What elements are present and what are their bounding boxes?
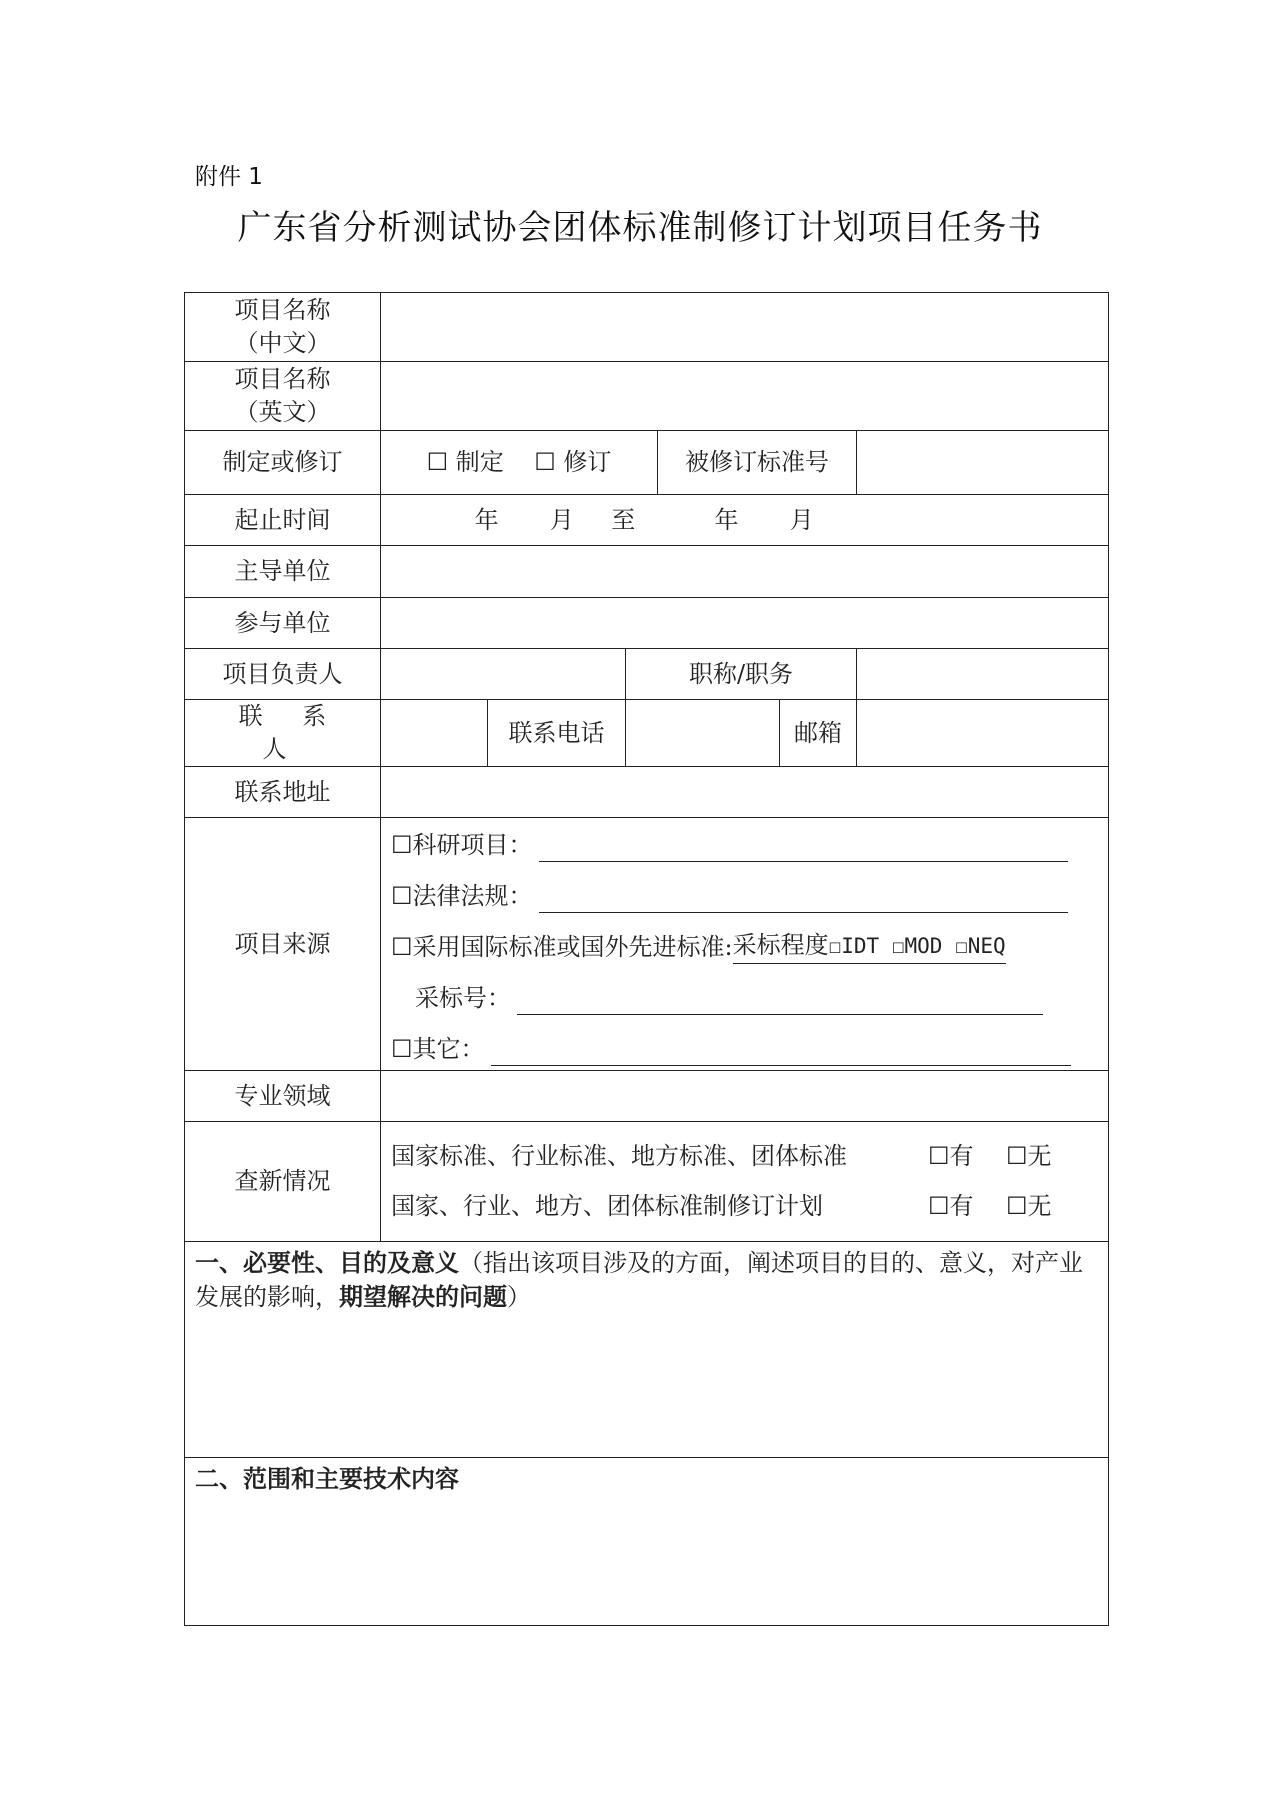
- source-research-input[interactable]: [539, 835, 1068, 862]
- degree-mod-label: MOD: [904, 934, 943, 958]
- source-research-line: [391, 818, 1098, 862]
- revised-no-label: 被修订标准号: [658, 431, 857, 495]
- source-adopt-line: [391, 964, 1098, 1015]
- address-label: 联系地址: [185, 767, 381, 818]
- row-section-1: [185, 1242, 1109, 1458]
- source-adopt-label: 采标号：: [415, 984, 511, 1012]
- degree-idt-label: IDT: [841, 934, 880, 958]
- degree-mod-checkbox[interactable]: ☐: [891, 934, 905, 958]
- lead-unit-label: 主导单位: [185, 546, 381, 598]
- novelty-row-2: [391, 1182, 1098, 1232]
- degree-neq-checkbox[interactable]: ☐: [955, 934, 968, 958]
- source-law-input[interactable]: [539, 886, 1068, 913]
- email-field[interactable]: [857, 700, 1109, 767]
- row-leader: [185, 649, 1109, 700]
- type-label: 制定或修订: [185, 431, 381, 495]
- section-2-heading: 二、范围和主要技术内容: [195, 1464, 459, 1493]
- novelty-row-1-no-checkbox[interactable]: ☐: [1006, 1142, 1028, 1170]
- period-month-start: 月: [549, 505, 574, 534]
- novelty-row-1-no-label: 无: [1027, 1142, 1052, 1170]
- period-year-start: 年: [474, 505, 499, 534]
- period-label: 起止时间: [185, 495, 381, 546]
- revised-no-field[interactable]: [857, 431, 1109, 495]
- period-year-end: 年: [714, 505, 739, 534]
- row-address: [185, 767, 1109, 818]
- section-2-cell[interactable]: [185, 1458, 1109, 1626]
- period-month-end: 月: [789, 505, 814, 534]
- row-field: [185, 1071, 1109, 1122]
- source-other-checkbox[interactable]: ☐: [391, 1035, 413, 1063]
- novelty-label: 查新情况: [185, 1122, 381, 1242]
- row-contact: [185, 700, 1109, 767]
- row-section-2: [185, 1458, 1109, 1626]
- contact-label: 联 系 人: [185, 700, 381, 767]
- row-source: [185, 818, 1109, 1071]
- participant-field[interactable]: [381, 598, 1109, 649]
- section-1-problem: 期望解决的问题: [339, 1282, 507, 1311]
- type-formulate-label: 制定: [455, 448, 504, 476]
- source-law-label: 法律法规：: [412, 882, 533, 910]
- phone-label: 联系电话: [488, 700, 626, 767]
- source-other-label: 其它：: [412, 1035, 485, 1063]
- name-en-field[interactable]: [381, 362, 1109, 431]
- source-degree-label: 采标程度: [732, 931, 829, 959]
- source-research-checkbox[interactable]: ☐: [391, 831, 413, 859]
- row-period: [185, 495, 1109, 546]
- leader-label: 项目负责人: [185, 649, 381, 700]
- source-law-line: [391, 862, 1098, 913]
- title-field[interactable]: [857, 649, 1109, 700]
- type-formulate-checkbox[interactable]: ☐: [426, 448, 449, 476]
- novelty-row-1-yes-checkbox[interactable]: ☐: [928, 1142, 950, 1170]
- address-field[interactable]: [381, 767, 1109, 818]
- novelty-field: [381, 1122, 1109, 1242]
- section-1-tail: ）: [507, 1283, 531, 1311]
- source-adopt-input[interactable]: [517, 988, 1043, 1015]
- row-name-en: [185, 362, 1109, 431]
- novelty-row-2-no-checkbox[interactable]: ☐: [1006, 1192, 1028, 1220]
- source-intl-checkbox[interactable]: ☐: [391, 933, 413, 961]
- novelty-row-2-text: 国家、行业、地方、团体标准制修订计划: [391, 1192, 823, 1220]
- task-form-table: [184, 292, 1109, 1626]
- row-participant: [185, 598, 1109, 649]
- degree-neq-label: NEQ: [967, 934, 1006, 958]
- row-name-cn: [185, 293, 1109, 362]
- source-law-checkbox[interactable]: ☐: [391, 882, 413, 910]
- source-intl-line: [391, 913, 1098, 964]
- novelty-row-1-text: 国家标准、行业标准、地方标准、团体标准: [391, 1142, 847, 1170]
- row-type: [185, 431, 1109, 495]
- name-cn-label: 项目名称 （中文）: [185, 293, 381, 362]
- novelty-row-2-no-label: 无: [1027, 1192, 1052, 1220]
- section-1-heading: 一、必要性、目的及意义: [195, 1248, 459, 1277]
- type-revise-label: 修订: [563, 448, 612, 476]
- contact-field[interactable]: [381, 700, 488, 767]
- leader-field[interactable]: [381, 649, 626, 700]
- page-title: 广东省分析测试协会团体标准制修订计划项目任务书: [237, 208, 1043, 248]
- section-1-note: （指出该项目涉及的方面，阐述项目的目的、意义，对产业发展的影响，: [195, 1249, 1083, 1311]
- source-research-label: 科研项目：: [412, 831, 533, 859]
- novelty-row-2-yes-label: 有: [949, 1192, 974, 1220]
- novelty-row-1: [391, 1132, 1098, 1182]
- participant-label: 参与单位: [185, 598, 381, 649]
- row-lead-unit: [185, 546, 1109, 598]
- novelty-row-2-yes-checkbox[interactable]: ☐: [928, 1192, 950, 1220]
- source-intl-label: 采用国际标准或国外先进标准:: [412, 933, 733, 961]
- source-degree-group: [733, 929, 1006, 964]
- title-label: 职称/职务: [626, 649, 857, 700]
- phone-field[interactable]: [626, 700, 780, 767]
- degree-idt-checkbox[interactable]: ☐: [828, 934, 842, 958]
- section-1-cell[interactable]: [185, 1242, 1109, 1458]
- source-label: 项目来源: [185, 818, 381, 1071]
- period-field[interactable]: [381, 495, 1109, 546]
- source-other-line: [391, 1015, 1098, 1066]
- source-field: [381, 818, 1109, 1071]
- row-novelty: [185, 1122, 1109, 1242]
- field-field[interactable]: [381, 1071, 1109, 1122]
- period-to: 至: [611, 505, 636, 534]
- email-label: 邮箱: [780, 700, 857, 767]
- name-en-label: 项目名称 （英文）: [185, 362, 381, 431]
- attachment-label: 附件 1: [195, 164, 263, 190]
- type-revise-checkbox[interactable]: ☐: [534, 448, 556, 476]
- novelty-row-1-yes-label: 有: [949, 1142, 974, 1170]
- field-label: 专业领域: [185, 1071, 381, 1122]
- name-cn-field[interactable]: [381, 293, 1109, 362]
- source-other-input[interactable]: [491, 1039, 1071, 1066]
- lead-unit-field[interactable]: [381, 546, 1109, 598]
- type-options: [381, 431, 658, 495]
